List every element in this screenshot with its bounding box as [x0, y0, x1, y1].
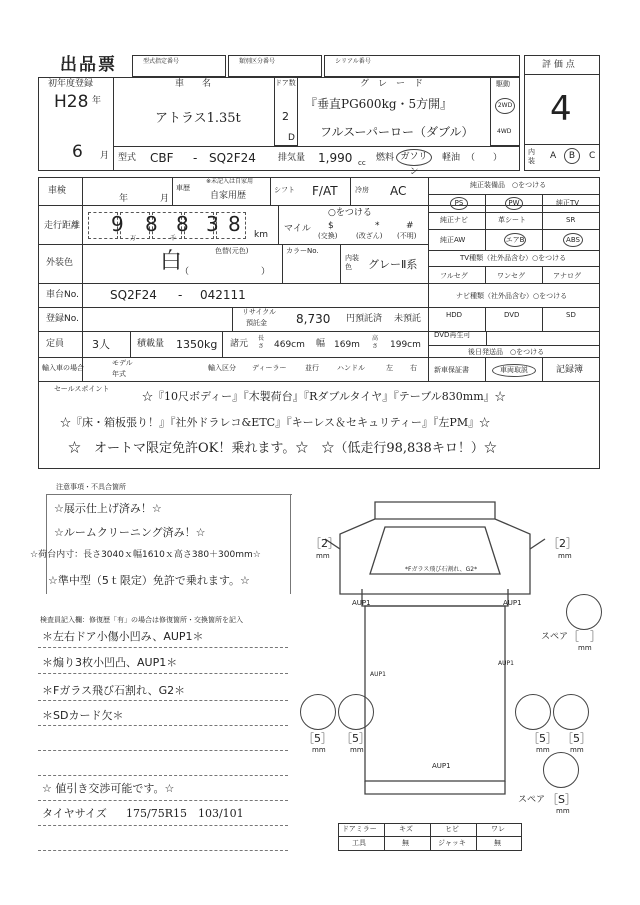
acc-h-mirror: ドアミラー	[342, 825, 377, 833]
parallel-label[interactable]: 並行	[305, 364, 319, 372]
sales-line-2: ☆『床・箱板張り！』『社外ドラレコ&ETC』『キーレス＆セキュリティー』『左PM』☆	[60, 416, 491, 429]
capacity-value: 3人	[92, 338, 110, 351]
int-div	[340, 244, 341, 283]
equip-title: 純正装備品 ○をつける	[470, 181, 547, 189]
dims-label: 諸元	[230, 339, 249, 349]
equip-leather[interactable]: 革シート	[498, 216, 526, 224]
type-label: 型式	[118, 153, 137, 163]
shift-div	[270, 177, 271, 205]
interior-b[interactable]: B	[564, 148, 580, 164]
navi-hdd[interactable]: HDD	[446, 311, 463, 319]
spare-2-unit: mm	[556, 807, 570, 815]
car-label: 車 名	[175, 79, 212, 89]
digit-5: 8	[228, 212, 241, 236]
tire-label: タイヤサイズ	[42, 807, 107, 820]
wheel-spare-2	[543, 752, 579, 788]
year-label: 年式	[112, 370, 126, 378]
fuel-gasoline[interactable]: ガソリン	[396, 149, 432, 166]
tread-fr-value: 2	[559, 537, 566, 550]
recycle-label-2: 預託金	[246, 319, 267, 327]
tread-rr1: ［5］	[528, 732, 557, 745]
reg-month-unit: 月	[100, 151, 110, 161]
mileage-label: 走行距離	[44, 221, 81, 231]
spare-2: ［S］	[547, 793, 576, 806]
color-code-label: カラーNo.	[286, 247, 319, 255]
dvd-play[interactable]: DVD再生可	[434, 331, 471, 339]
recycle-label-1: リサイクル	[242, 308, 277, 316]
car-divider	[114, 146, 274, 147]
wid-value: 169m	[334, 340, 360, 350]
equip-col-g	[485, 357, 486, 381]
navi-dvd[interactable]: DVD	[504, 311, 520, 319]
len-value: 469cm	[274, 340, 305, 350]
score-value: 4	[550, 89, 572, 129]
history-value: 自家用歴	[210, 191, 247, 201]
equip-line-5	[428, 266, 600, 267]
shift-label: シフト	[274, 186, 295, 194]
ac-div	[350, 177, 351, 205]
sales-label: セールスポイント	[54, 385, 110, 393]
plate-label: 登録No.	[46, 314, 79, 324]
sen-unit: 千	[170, 235, 177, 242]
inspect-line-2: ＊煽り3枚小凹凸、AUP1＊	[42, 656, 178, 669]
displacement-unit: cc	[358, 159, 366, 167]
inspect-rule-8	[38, 825, 288, 826]
after-manual[interactable]: 車両取説	[492, 364, 536, 377]
cap-div	[130, 331, 131, 357]
recycle-status: 未預託	[394, 314, 422, 324]
line4	[38, 307, 600, 308]
acc-v3	[476, 823, 477, 851]
mile-opt3-sub: (不明)	[397, 232, 417, 240]
inspect-rule-5	[38, 750, 288, 751]
after-title: 後日発送品 ○をつける	[468, 348, 545, 356]
tire-value: 175/75R15 103/101	[126, 807, 244, 820]
right-col	[428, 177, 429, 381]
handle-left[interactable]: 左	[386, 364, 393, 372]
hgt-value: 199cm	[390, 340, 421, 350]
equip-col-f	[542, 307, 543, 331]
fuel-diesel[interactable]: 軽油	[442, 153, 461, 163]
inspect-line-3: ＊Fガラス飛び石割れ、G2＊	[42, 684, 186, 697]
wheel-spare-1	[566, 594, 602, 630]
equip-col-h	[542, 357, 543, 381]
mile-opt1[interactable]: $	[328, 221, 334, 231]
category-box	[228, 55, 322, 77]
acc-h-crack: ヒビ	[445, 825, 459, 833]
equip-tv[interactable]: 純正TV	[556, 199, 580, 207]
navi-title: ナビ種類（社外品含む）○をつける	[456, 292, 568, 300]
code-div	[282, 244, 283, 283]
mark-note: ○をつける	[328, 208, 372, 218]
fuel-label: 燃料	[376, 153, 395, 163]
recycle-div	[232, 307, 233, 331]
spare-label-1: スペア	[541, 632, 569, 642]
equip-col-b	[542, 194, 543, 250]
note-line-2: ☆ルームクリーニング済み！☆	[54, 526, 206, 539]
inspect-rule-2	[38, 673, 288, 674]
tread-rl2: ［5］	[341, 732, 370, 745]
navi-sd[interactable]: SD	[566, 311, 576, 319]
tv-fullseg[interactable]: フルセグ	[440, 272, 468, 280]
after-warranty[interactable]: 新車保証書	[434, 366, 469, 374]
line7	[38, 381, 600, 382]
fuel-other: （ ）	[466, 153, 503, 163]
grade-label: グ レ ー ド	[360, 79, 424, 89]
tread-rr2-unit: mm	[570, 746, 584, 754]
hgt-label: 高さ	[372, 335, 379, 350]
shaken-month-unit: 月	[160, 194, 170, 204]
acc-tools: 工具	[352, 839, 366, 847]
chassis-label: 車台No.	[46, 290, 79, 300]
equip-line-3	[428, 229, 600, 230]
wheel-rear-right-inner	[515, 694, 551, 730]
category-label: 類別区分番号	[239, 58, 276, 65]
color-label: 外装色	[46, 258, 74, 268]
wheel-rear-right-outer	[553, 694, 589, 730]
equip-col-e	[485, 307, 486, 331]
mile-opt2-sub: (改ざん)	[356, 232, 383, 240]
wid-label: 幅	[316, 339, 326, 349]
model-spec-label: 型式指定番号	[143, 58, 180, 65]
sheet-title: 出品票	[60, 55, 117, 75]
aup1-right-door: AUP1	[503, 599, 522, 607]
mile-label: マイル	[284, 224, 311, 234]
note-line-3: ☆荷台内寸：長さ3040ｘ幅1610ｘ高さ380＋300mm☆	[30, 550, 261, 560]
tv-analog[interactable]: アナログ	[553, 272, 581, 280]
history-note: ※未記入は自家用	[206, 178, 254, 185]
interior-a[interactable]: A	[550, 151, 557, 161]
note-line-4: ☆準中型（5ｔ限定）免許で乗れます。☆	[48, 574, 250, 587]
tread-fr: ［2］	[548, 537, 577, 550]
tread-rr2: ［5］	[562, 732, 591, 745]
inspect-label: 検査員記入欄：修復歴「有」の場合は修復箇所・交換箇所を記入	[40, 616, 243, 624]
notes-bracket-r	[290, 494, 291, 594]
handle-label: ハンドル	[337, 364, 365, 372]
line3	[38, 283, 600, 284]
tv-title: TV種類（社外品含む）○をつける	[460, 254, 567, 262]
tread-rl2-unit: mm	[350, 746, 364, 754]
int-color-value: グレーⅡ系	[368, 258, 418, 271]
score-label: 評 価 点	[542, 60, 575, 70]
doors-label: ドア数	[275, 79, 296, 87]
after-records[interactable]: 記録簿	[556, 365, 584, 375]
tread-fl-unit: mm	[316, 552, 330, 560]
reg-year-unit: 年	[92, 96, 102, 106]
line6	[38, 357, 600, 358]
tread-rl1-unit: mm	[312, 746, 326, 754]
load-value: 1350kg	[176, 338, 218, 351]
load-label: 積載量	[137, 339, 165, 349]
interior-label: 内装	[528, 148, 535, 165]
equip-col-d	[542, 266, 543, 283]
wheel-rear-left-inner	[338, 694, 374, 730]
acc-v2	[430, 823, 431, 851]
equip-line-2	[428, 212, 600, 213]
shaken-year-unit: 年	[119, 194, 129, 204]
equip-col-c	[485, 266, 486, 283]
chassis-value-2: 042111	[200, 288, 246, 302]
tread-rl1: ［5］	[303, 732, 332, 745]
tread-fl: ［2］	[310, 537, 339, 550]
color-orig-label: 色替(元色)	[215, 247, 249, 255]
score-divider	[524, 74, 600, 75]
chassis-value-1: SQ2F24	[110, 288, 157, 302]
inspect-rule-9	[38, 850, 288, 851]
notes-label: 注意事項・不具合箇所	[56, 483, 126, 491]
grade-line-1: 『垂直PG600kg・5方開』	[305, 97, 453, 111]
handle-right[interactable]: 右	[410, 364, 417, 372]
serial-label: シリアル番号	[335, 58, 371, 65]
shaken-label: 車検	[48, 186, 67, 196]
type-dash: -	[193, 151, 198, 165]
inspect-rule-4	[38, 725, 288, 726]
acc-tools-value: 無	[402, 839, 409, 847]
equip-row-line	[428, 194, 600, 195]
acc-jack: ジャッキ	[438, 839, 466, 847]
ac-label: 冷房	[355, 186, 369, 194]
equip-sr[interactable]: SR	[566, 216, 576, 224]
ac-value: AC	[390, 184, 407, 198]
dvd-div	[486, 331, 487, 345]
interior-c[interactable]: C	[589, 151, 596, 161]
aup1-left-door: AUP1	[352, 599, 371, 607]
dims-div	[222, 331, 223, 357]
digit-1: 9	[111, 212, 124, 236]
displacement-label: 排気量	[278, 153, 306, 163]
line2	[38, 244, 428, 245]
import-label: 輸入車の場合	[42, 364, 84, 372]
len-label: 長さ	[258, 335, 265, 350]
acc-h-scratch: キズ	[399, 825, 413, 833]
sales-line-1: ☆『10尺ボディー』『木製荷台』『Rダブルタイヤ』『テーブル830mm』☆	[142, 390, 506, 403]
drive-4wd[interactable]: 4WD	[497, 128, 512, 135]
doors-value: 2	[282, 110, 289, 123]
drive-2wd[interactable]: 2WD	[495, 98, 515, 114]
line5	[38, 331, 600, 332]
color-orig-value: （ ）	[180, 267, 271, 277]
spare-2-value: S	[558, 793, 565, 806]
spare-label-2: スペア	[518, 795, 546, 805]
tread-fl-value: 2	[321, 537, 328, 550]
km-unit: km	[254, 230, 268, 240]
mile-div	[278, 205, 279, 244]
dealer-label[interactable]: ディーラー	[252, 364, 287, 372]
equip-line-4	[428, 250, 600, 251]
acc-jack-value: 無	[494, 839, 501, 847]
displacement-value: 1,990	[318, 151, 353, 165]
inspect-line-1: ＊左右ドア小傷小凹み、AUP1＊	[42, 630, 204, 643]
man-unit: 万	[130, 235, 137, 242]
equip-col-a	[485, 194, 486, 250]
shaken-div	[172, 177, 173, 205]
equip-aw[interactable]: 純正AW	[440, 236, 466, 244]
reg-month: 6	[72, 142, 83, 162]
serial-box	[324, 55, 520, 77]
aup1-rear-gate: AUP1	[432, 762, 451, 770]
acc-v1	[384, 823, 385, 851]
tread-rl2-value: 5	[352, 732, 359, 745]
shift-value: F/AT	[312, 184, 338, 198]
color-value: 白	[160, 249, 183, 274]
model-spec-box	[132, 55, 226, 77]
equip-airbag[interactable]: エアB	[504, 233, 526, 247]
spare-1: ［ ］	[568, 630, 601, 643]
tread-rr1-unit: mm	[536, 746, 550, 754]
model-label: モデル	[112, 359, 133, 367]
import-type-label: 輸入区分	[208, 364, 236, 372]
equip-navi[interactable]: 純正ナビ	[440, 216, 468, 224]
aup1-right-gate: AUP1	[498, 660, 514, 667]
reg-label: 初年度登録	[48, 79, 94, 89]
tread-rl1-value: 5	[314, 732, 321, 745]
score-divider-2	[524, 144, 600, 145]
mile-opt3[interactable]: #	[406, 221, 414, 231]
digit-2: 8	[145, 212, 158, 236]
inspect-rule-6	[38, 775, 288, 776]
tv-oneseg[interactable]: ワンセグ	[497, 272, 525, 280]
car-name: アトラス1.35t	[155, 111, 241, 126]
grade-line-2: フルスーパーロー（ダブル）	[320, 125, 474, 139]
wheel-rear-left-outer	[300, 694, 336, 730]
glass-note: *Fガラス飛び石割れ、G2*	[405, 566, 478, 573]
type-value-2: SQ2F24	[209, 151, 256, 165]
tread-rr1-value: 5	[539, 732, 546, 745]
inspect-rule-1	[38, 647, 288, 648]
mile-opt1-sub: (交換)	[318, 232, 338, 240]
recycle-unit: 円預託済	[346, 314, 383, 324]
tread-fr-unit: mm	[558, 552, 572, 560]
capacity-label: 定員	[46, 339, 65, 349]
inspect-line-4: ＊SDカード欠＊	[42, 709, 124, 722]
inspect-rule-7	[38, 800, 288, 801]
equip-line-6	[428, 345, 600, 346]
recycle-value: 8,730	[296, 312, 331, 326]
equip-pw[interactable]: PW	[505, 197, 523, 210]
row-divider	[274, 146, 520, 147]
history-label: 車歴	[176, 184, 190, 192]
aup1-left-gate: AUP1	[370, 671, 386, 678]
drive-label: 駆動	[496, 80, 510, 88]
int-color-label: 内装色	[345, 254, 359, 271]
equip-ps[interactable]: PS	[450, 197, 468, 210]
inspect-line-7: ☆ 値引き交渉可能です。☆	[42, 782, 175, 795]
type-value-1: CBF	[150, 151, 174, 165]
digit-3: 8	[176, 212, 189, 236]
label-col	[82, 177, 83, 381]
note-line-1: ☆展示仕上げ済み！☆	[54, 502, 162, 515]
chassis-dash: -	[178, 288, 183, 302]
equip-abs[interactable]: ABS	[563, 233, 583, 247]
reg-year: H28	[54, 92, 89, 112]
tread-rr2-value: 5	[573, 732, 580, 745]
mile-opt2[interactable]: *	[375, 221, 380, 231]
acc-h-break: ワレ	[491, 825, 505, 833]
spare-1-unit: mm	[578, 644, 592, 652]
doors-sub: D	[288, 133, 295, 143]
sales-line-3: ☆ オートマ限定免許OK！乗れます。☆ ☆（低走行98,838キロ！）☆	[68, 441, 497, 456]
inspect-rule-3	[38, 700, 288, 701]
digit-4: 3	[206, 212, 219, 236]
